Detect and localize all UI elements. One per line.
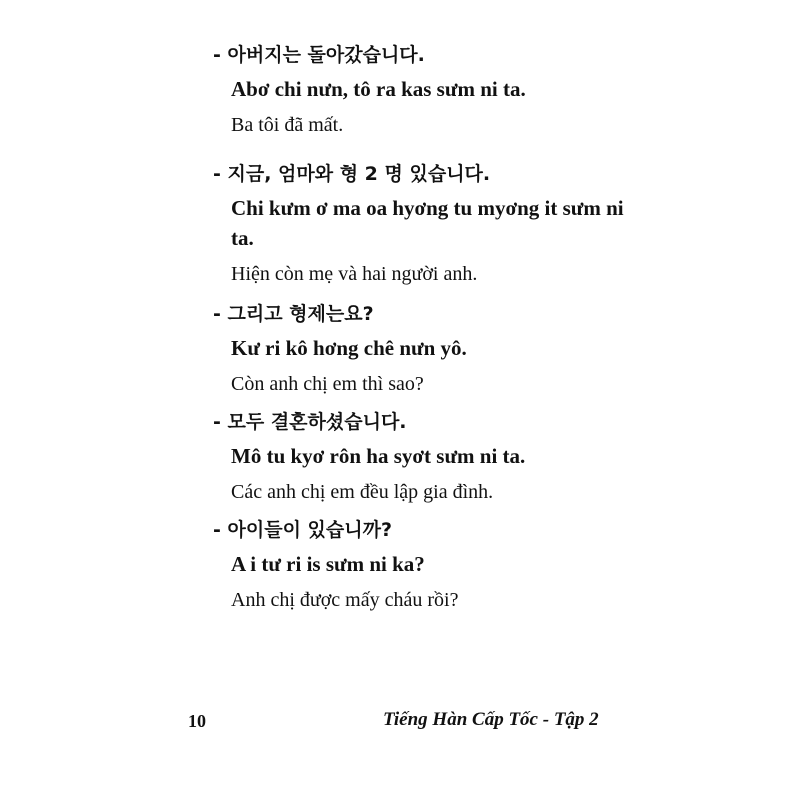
book-title: Tiếng Hàn Cấp Tốc - Tập 2 [383,709,599,730]
dialogue-entry-2 [213,161,733,287]
vietnamese-translation: Còn anh chị em thì sao? [231,373,424,395]
romanization-line: A i tư ri is sưm ni ka? [231,552,425,576]
page-number: 10 [188,711,206,731]
romanization-line: Kư ri kô hơng chê nưn yô. [231,336,467,360]
dialogue-entry-1 [213,42,733,138]
korean-line: - 그리고 형제는요? [213,303,374,325]
romanization-line: Abơ chi nưn, tô ra kas sưm ni ta. [231,77,526,101]
korean-line: - 지금, 엄마와 형 2 명 있습니다. [213,163,491,185]
dialogue-entry-4 [213,409,733,505]
vietnamese-translation: Hiện còn mẹ và hai người anh. [231,263,478,285]
korean-line: - 모두 결혼하셨습니다. [213,411,407,433]
vietnamese-translation: Ba tôi đã mất. [231,114,344,136]
romanization-line: Chi kưm ơ ma oa hyơng tu myơng it sưm ni ta. [231,196,624,250]
vietnamese-translation: Các anh chị em đều lập gia đình. [231,481,494,503]
dialogue-entry-3 [213,301,733,397]
vietnamese-translation: Anh chị được mấy cháu rồi? [231,589,459,611]
korean-line: - 아이들이 있습니까? [213,519,392,541]
romanization-line: Mô tu kyơ rôn ha syơt sưm ni ta. [231,444,526,468]
korean-line: - 아버지는 돌아갔습니다. [213,44,425,66]
dialogue-entry-5 [213,517,733,613]
